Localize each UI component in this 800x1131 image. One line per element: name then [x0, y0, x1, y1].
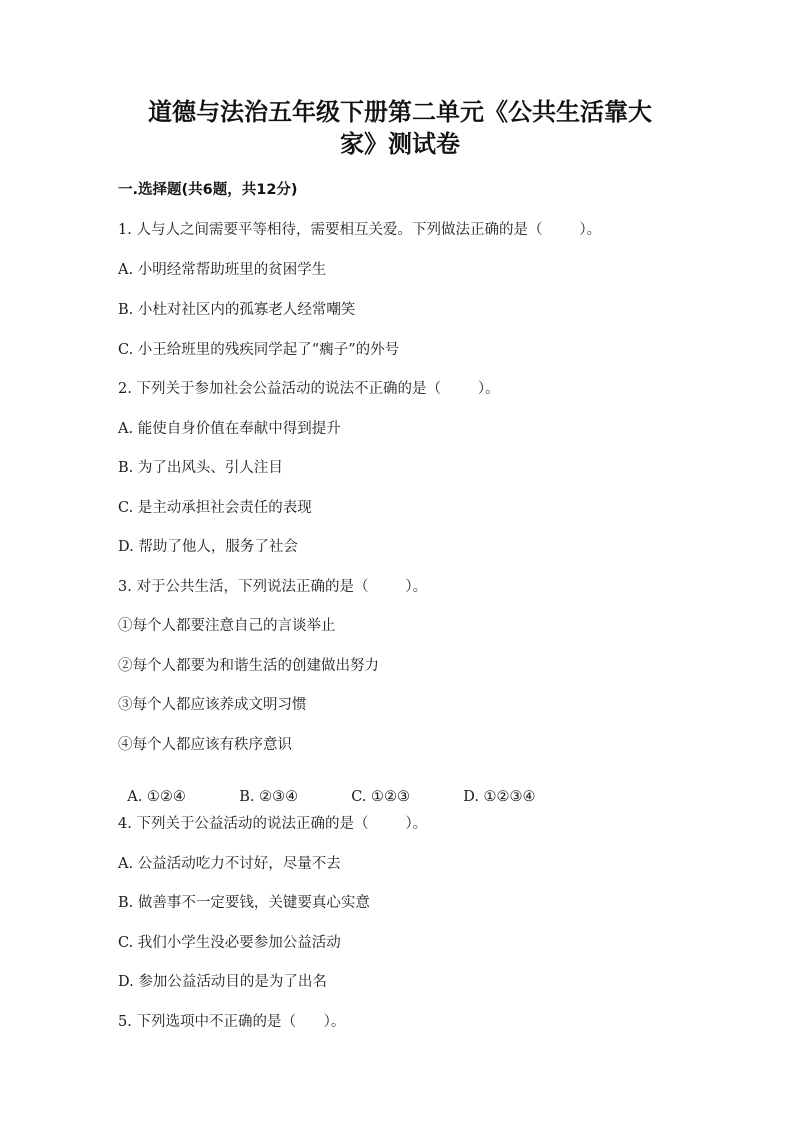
question-2-stem: 2. 下列关于参加社会公益活动的说法不正确的是（ ）。 [118, 381, 500, 397]
question-4-option-d: D. 参加公益活动目的是为了出名 [118, 974, 327, 990]
question-2-option-c: C. 是主动承担社会责任的表现 [118, 500, 312, 516]
question-2-option-d: D. 帮助了他人，服务了社会 [118, 539, 298, 555]
title-line-1: 道德与法治五年级下册第二单元《公共生活靠大 [148, 98, 652, 126]
question-1-option-b: B. 小杜对社区内的孤寡老人经常嘲笑 [118, 302, 356, 318]
question-4-option-a: A. 公益活动吃力不讨好，尽量不去 [118, 856, 341, 872]
title-line-2: 家》测试卷 [340, 130, 460, 158]
question-1-stem: 1. 人与人之间需要平等相待，需要相互关爱。下列做法正确的是（ ）。 [118, 222, 602, 238]
question-5-stem: 5. 下列选项中不正确的是（ ）。 [118, 1014, 346, 1030]
question-3-options-row [118, 773, 575, 805]
question-3-statement-2: ②每个人都要为和谐生活的创建做出努力 [118, 658, 379, 674]
question-4-option-c: C. 我们小学生没必要参加公益活动 [118, 935, 341, 951]
question-3-statement-3: ③每个人都应该养成文明习惯 [118, 697, 307, 713]
question-4-stem: 4. 下列关于公益活动的说法正确的是（ ）。 [118, 816, 428, 832]
question-1-option-a: A. 小明经常帮助班里的贫困学生 [118, 262, 327, 278]
question-3-statement-1: ①每个人都要注意自己的言谈举止 [118, 618, 336, 634]
question-3-option-a: A. ①②④ [127, 789, 186, 805]
question-3-option-b: B. ②③④ [239, 789, 299, 805]
question-2-option-b: B. 为了出风头、引人注目 [118, 460, 283, 476]
section-heading: 一.选择题(共6题，共12分) [118, 182, 298, 198]
question-3-option-c: C. ①②③ [351, 789, 411, 805]
question-3-option-d: D. ①②③④ [463, 789, 536, 805]
question-4-option-b: B. 做善事不一定要钱，关键要真心实意 [118, 895, 370, 911]
document-title [0, 96, 800, 160]
question-3-statement-4: ④每个人都应该有秩序意识 [118, 737, 292, 753]
question-2-option-a: A. 能使自身价值在奉献中得到提升 [118, 421, 341, 437]
question-3-stem: 3. 对于公共生活，下列说法正确的是（ ）。 [118, 579, 428, 595]
question-1-option-c: C. 小王给班里的残疾同学起了“瘸子”的外号 [118, 342, 400, 358]
